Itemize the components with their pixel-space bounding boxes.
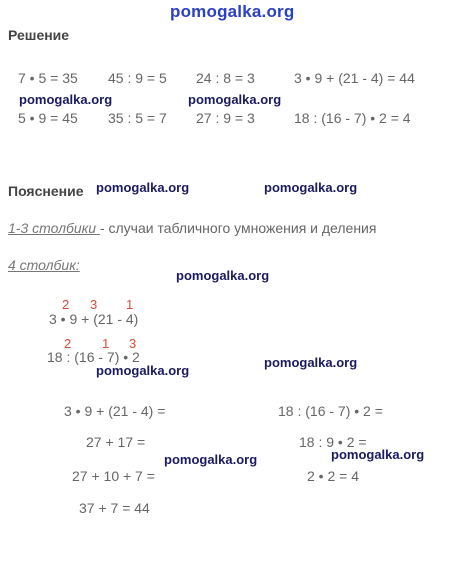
columns-1-3-label: 1-3 столбики xyxy=(8,220,100,236)
watermark: pomogalka.org xyxy=(264,355,358,370)
watermark-top: pomogalka.org xyxy=(170,2,295,21)
solution-r1-c2: 45 : 9 = 5 xyxy=(108,70,167,86)
solution-r2-c4: 18 : (16 - 7) • 2 = 4 xyxy=(294,110,411,126)
right-step-1: 18 : (16 - 7) • 2 = xyxy=(278,403,383,419)
column-4-label: 4 столбик: xyxy=(8,257,80,273)
order-mark: 3 xyxy=(129,336,137,351)
explanation-line-1 xyxy=(8,220,376,236)
solution-heading: Решение xyxy=(8,27,70,43)
watermark: pomogalka.org xyxy=(19,92,113,107)
watermark: pomogalka.org xyxy=(264,180,358,195)
watermark: pomogalka.org xyxy=(188,92,282,107)
order-expression-2: 18 : (16 - 7) • 2 xyxy=(47,349,140,365)
explanation-heading: Пояснение xyxy=(8,183,84,199)
solution-r1-c4: 3 • 9 + (21 - 4) = 44 xyxy=(294,70,415,86)
watermark: pomogalka.org xyxy=(96,363,190,378)
solution-r1-c1: 7 • 5 = 35 xyxy=(18,70,78,86)
watermark: pomogalka.org xyxy=(176,268,270,283)
order-mark: 3 xyxy=(90,297,98,312)
solution-r1-c3: 24 : 8 = 3 xyxy=(196,70,255,86)
left-step-1: 3 • 9 + (21 - 4) = xyxy=(64,403,166,419)
order-mark: 2 xyxy=(64,336,72,351)
order-mark: 2 xyxy=(62,297,70,312)
order-mark: 1 xyxy=(102,336,110,351)
right-step-3: 2 • 2 = 4 xyxy=(307,468,359,484)
columns-1-3-text: - случаи табличного умножения и деления xyxy=(99,220,377,236)
watermark: pomogalka.org xyxy=(164,452,258,467)
order-expression-1: 3 • 9 + (21 - 4) xyxy=(49,311,139,327)
solution-r2-c1: 5 • 9 = 45 xyxy=(18,110,78,126)
order-mark: 1 xyxy=(126,297,134,312)
left-step-4: 37 + 7 = 44 xyxy=(79,500,150,516)
explanation-line-2 xyxy=(8,257,80,273)
right-step-2: 18 : 9 • 2 = xyxy=(299,434,367,450)
watermark: pomogalka.org xyxy=(331,447,425,462)
left-step-2: 27 + 17 = xyxy=(86,434,146,450)
solution-r2-c2: 35 : 5 = 7 xyxy=(108,110,167,126)
watermark: pomogalka.org xyxy=(96,180,190,195)
solution-r2-c3: 27 : 9 = 3 xyxy=(196,110,255,126)
left-step-3: 27 + 10 + 7 = xyxy=(72,468,155,484)
